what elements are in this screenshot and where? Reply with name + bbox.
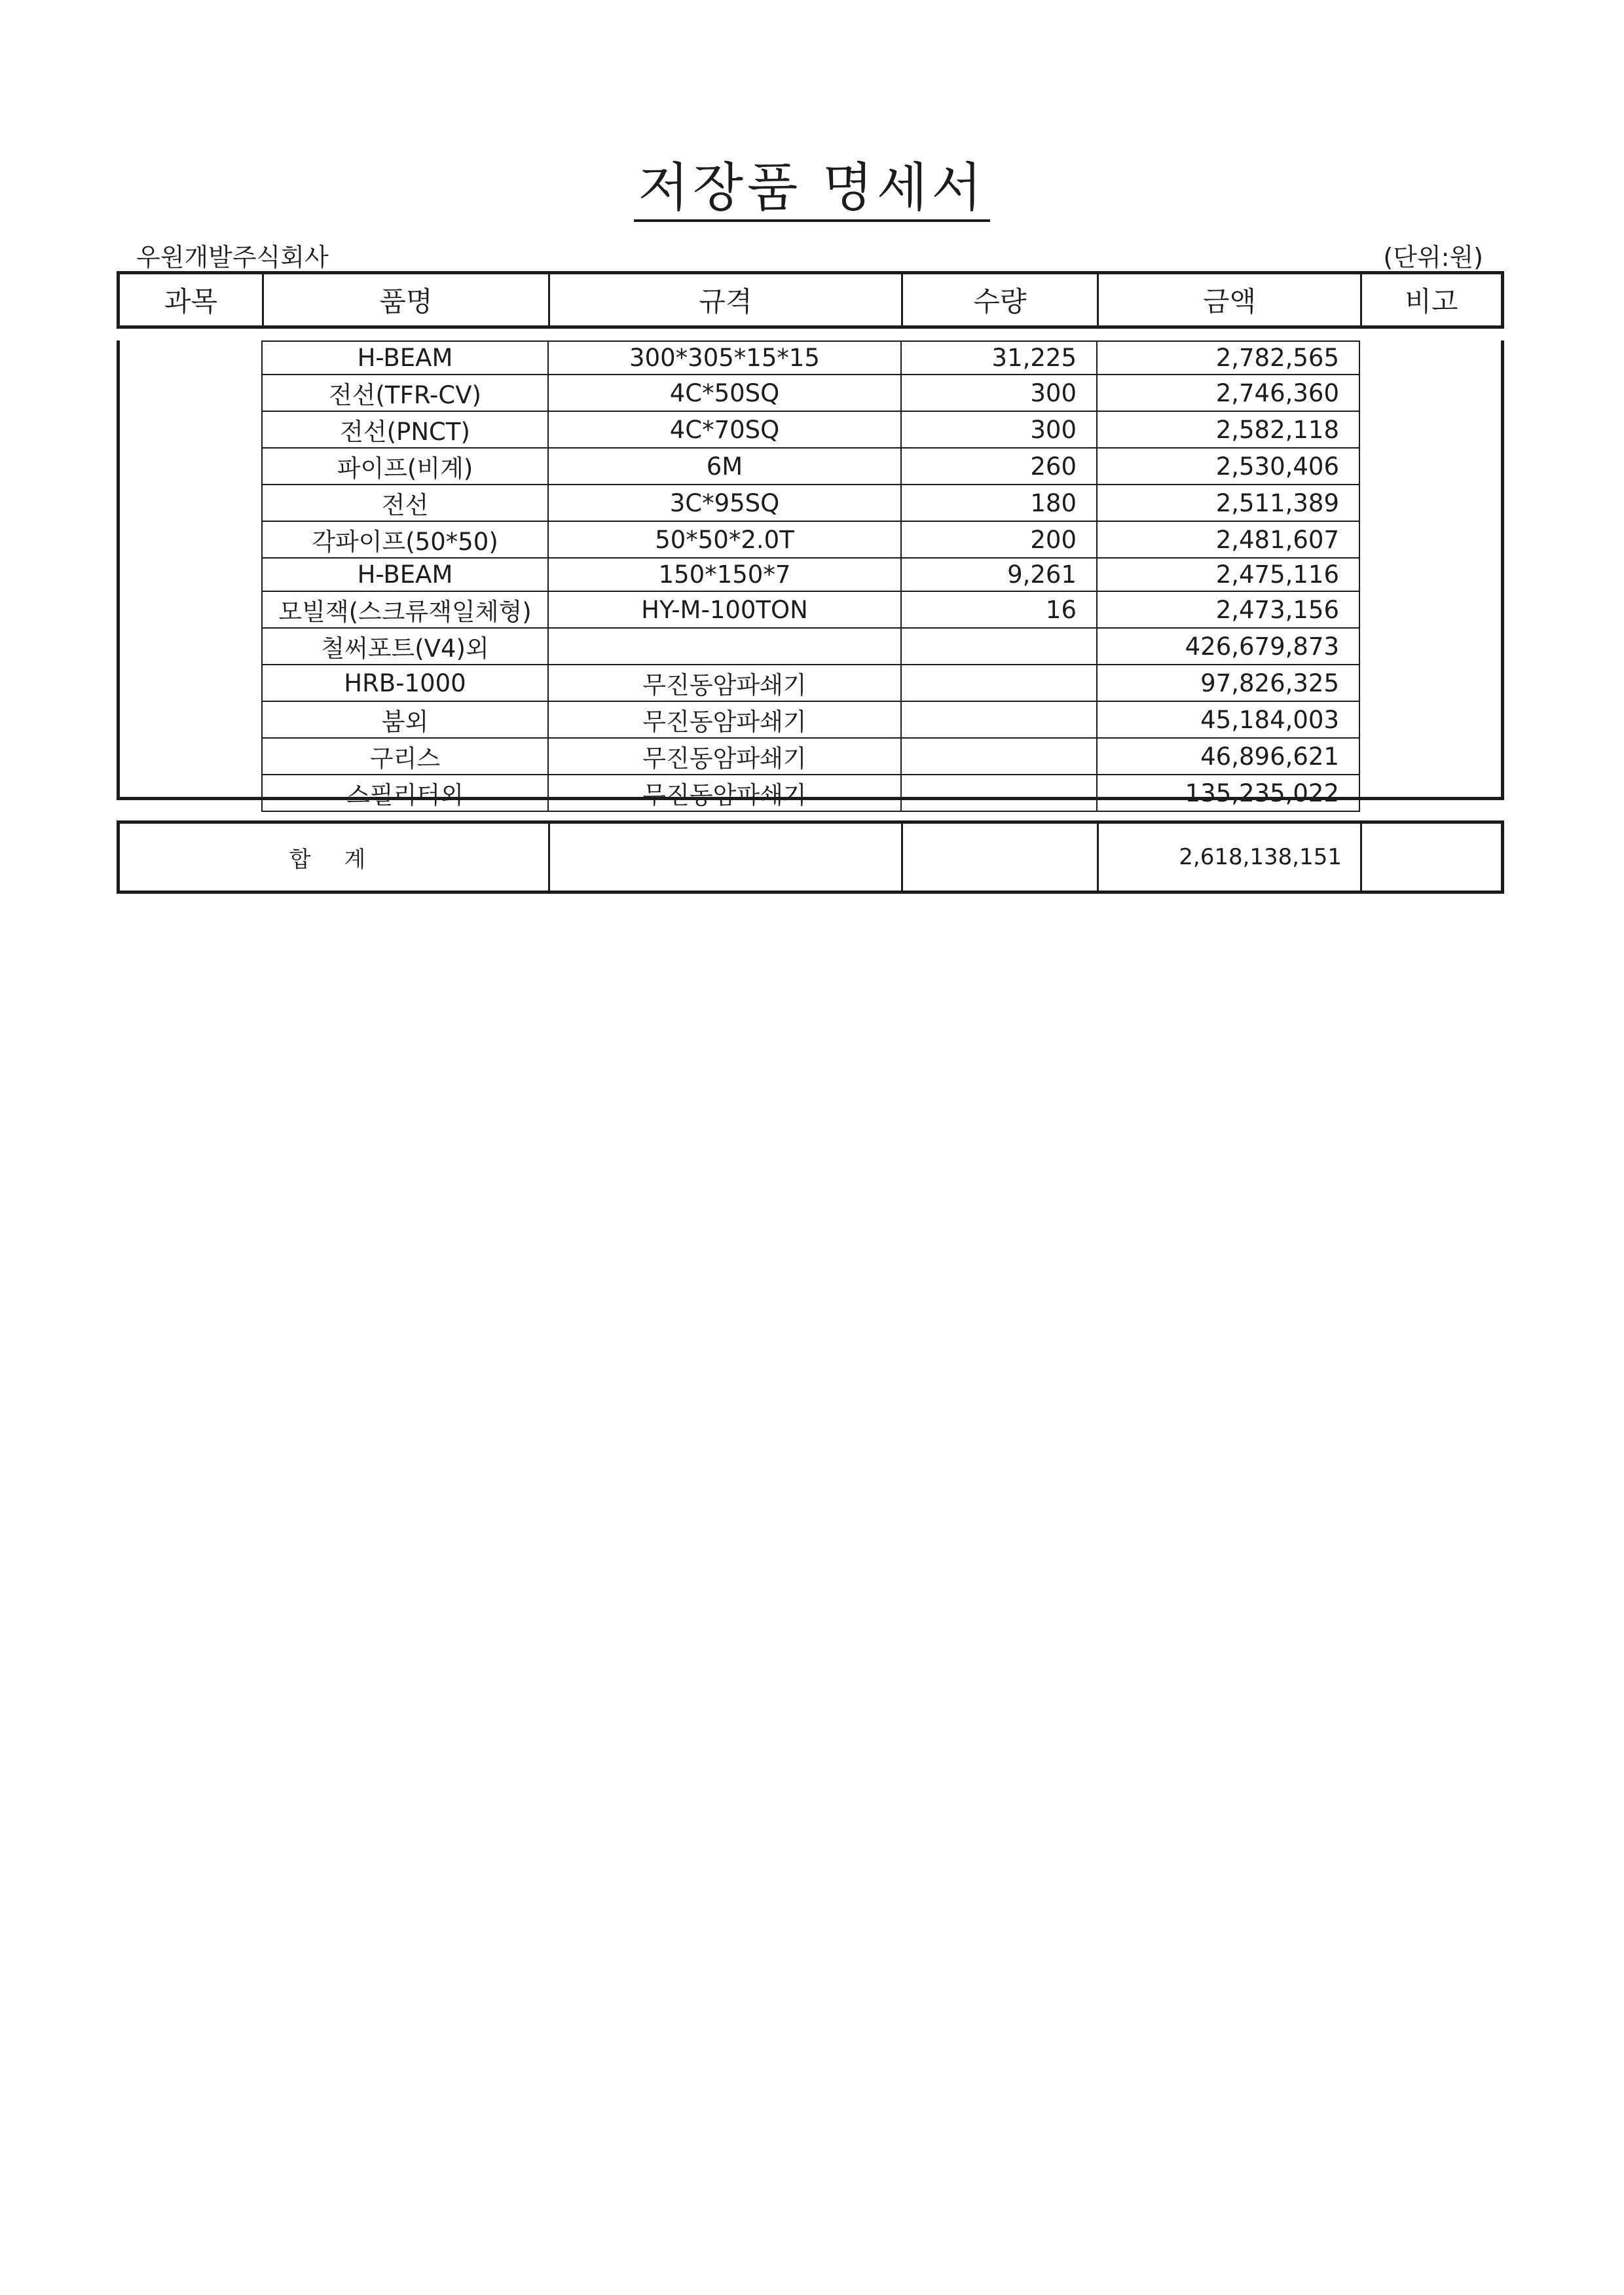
item-amount-cell: 2,475,116 [1097,558,1359,591]
item-amount-cell: 97,826,325 [1097,665,1359,701]
item-name-cell: 파이프(비계) [262,448,548,485]
items-table [261,340,1360,812]
total-qty-cell [902,822,1098,892]
item-spec-cell: 무진동암파쇄기 [548,701,901,738]
item-amount-cell: 2,481,607 [1097,521,1359,558]
item-quantity-cell [901,738,1097,775]
item-spec-cell: 무진동암파쇄기 [548,775,901,811]
item-quantity-cell: 180 [901,485,1097,521]
total-row [119,822,1503,892]
item-quantity-cell [901,775,1097,811]
item-spec-cell: HY-M-100TON [548,591,901,628]
item-quantity-cell: 300 [901,375,1097,411]
table-row [262,375,1359,411]
table-row [262,341,1359,375]
item-quantity-cell [901,665,1097,701]
company-name: 우원개발주식회사 [136,243,329,272]
table-row [262,448,1359,485]
table-row [262,521,1359,558]
item-spec-cell: 50*50*2.0T [548,521,901,558]
table-row [262,411,1359,448]
item-amount-cell: 2,746,360 [1097,375,1359,411]
document-title-text: 저장품 명세서 [634,157,989,222]
item-name-cell: 모빌잭(스크류잭일체형) [262,591,548,628]
header-row [119,273,1503,327]
item-amount-cell: 135,235,022 [1097,775,1359,811]
table-row [262,775,1359,811]
item-spec-cell: 4C*70SQ [548,411,901,448]
item-amount-cell: 2,782,565 [1097,341,1359,375]
header-remarks: 비고 [1361,273,1503,327]
item-quantity-cell: 16 [901,591,1097,628]
total-table [117,820,1504,894]
header-spec: 규격 [549,273,902,327]
item-name-cell: 붐외 [262,701,548,738]
item-spec-cell: 4C*50SQ [548,375,901,411]
item-quantity-cell: 9,261 [901,558,1097,591]
item-name-cell: 전선 [262,485,548,521]
item-quantity-cell: 300 [901,411,1097,448]
item-name-cell: 각파이프(50*50) [262,521,548,558]
total-label: 합 계 [119,822,549,892]
items-body [262,341,1359,811]
item-name-cell: 스필리터외 [262,775,548,811]
item-name-cell: H-BEAM [262,341,548,375]
item-quantity-cell: 31,225 [901,341,1097,375]
item-spec-cell: 무진동암파쇄기 [548,665,901,701]
table-row [262,485,1359,521]
total-spec-cell [549,822,902,892]
item-quantity-cell: 200 [901,521,1097,558]
table-row [262,591,1359,628]
item-spec-cell [548,628,901,665]
item-amount-cell: 2,530,406 [1097,448,1359,485]
table-row [262,628,1359,665]
unit-label: (단위:원) [1383,243,1483,272]
item-amount-cell: 45,184,003 [1097,701,1359,738]
table-row [262,701,1359,738]
item-name-cell: HRB-1000 [262,665,548,701]
item-amount-cell: 2,582,118 [1097,411,1359,448]
header-item-name: 품명 [263,273,549,327]
table-row [262,558,1359,591]
item-spec-cell: 6M [548,448,901,485]
item-amount-cell: 46,896,621 [1097,738,1359,775]
item-name-cell: 전선(PNCT) [262,411,548,448]
item-quantity-cell [901,628,1097,665]
item-quantity-cell: 260 [901,448,1097,485]
total-amount: 2,618,138,151 [1098,822,1361,892]
item-spec-cell: 무진동암파쇄기 [548,738,901,775]
header-category: 과목 [119,273,263,327]
item-amount-cell: 2,511,389 [1097,485,1359,521]
document-title [0,145,1624,221]
header-table [117,271,1504,329]
total-remarks-cell [1361,822,1503,892]
header-quantity: 수량 [902,273,1098,327]
table-row [262,738,1359,775]
item-spec-cell: 300*305*15*15 [548,341,901,375]
table-row [262,665,1359,701]
item-quantity-cell [901,701,1097,738]
header-amount: 금액 [1098,273,1361,327]
item-name-cell: 전선(TFR-CV) [262,375,548,411]
item-name-cell: H-BEAM [262,558,548,591]
item-spec-cell: 3C*95SQ [548,485,901,521]
item-name-cell: 구리스 [262,738,548,775]
item-name-cell: 철써포트(V4)외 [262,628,548,665]
item-spec-cell: 150*150*7 [548,558,901,591]
item-amount-cell: 2,473,156 [1097,591,1359,628]
item-amount-cell: 426,679,873 [1097,628,1359,665]
